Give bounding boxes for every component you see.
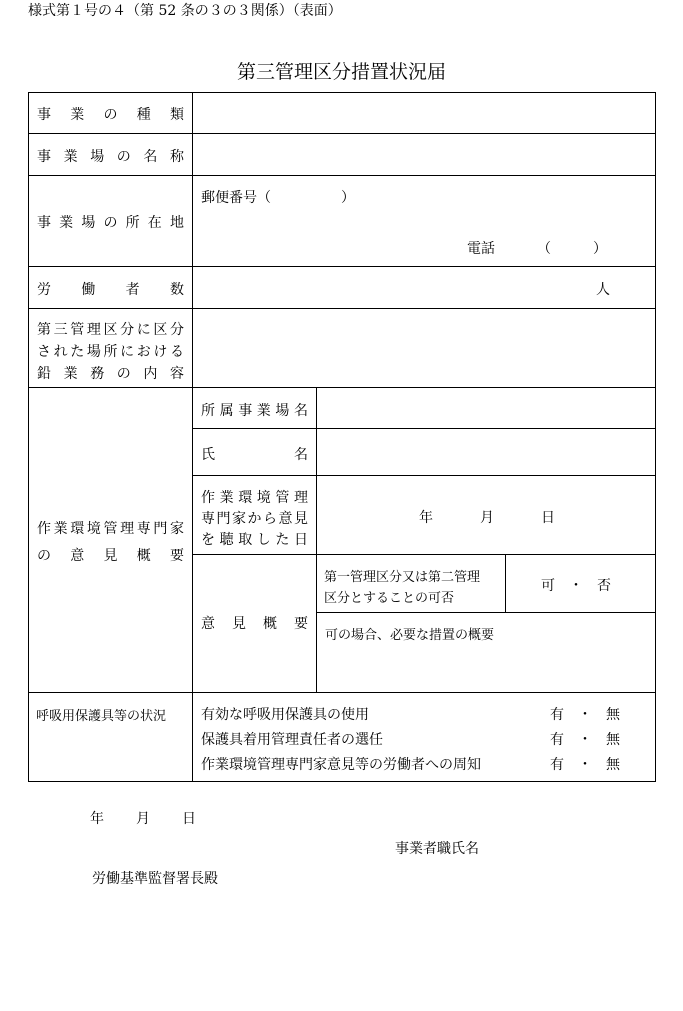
- workers-count-label: 労 働 者 数: [37, 282, 184, 298]
- workplace-address-label: 事 業 場 の 所 在 地: [37, 215, 184, 231]
- workplace-name-label: 事 業 場 の 名 称: [37, 149, 184, 165]
- yes-no-possible-choice[interactable]: 可 ・ 否: [541, 578, 611, 594]
- class-possible-label-line2: 区分とすることの可否: [324, 591, 455, 606]
- respirator-item-label: 有効な呼吸用保護具の使用: [201, 707, 369, 723]
- respirator-item-choice[interactable]: 有 ・ 無: [550, 732, 620, 748]
- phone-field[interactable]: （ ）: [537, 241, 607, 257]
- hearing-month[interactable]: 月: [480, 510, 494, 526]
- footer-month[interactable]: 月: [136, 811, 150, 827]
- page-title: 第三管理区分措置状況届: [236, 61, 446, 83]
- workplace-name-field[interactable]: [193, 134, 655, 175]
- footer-year[interactable]: 年: [90, 811, 104, 827]
- addressee: 労働基準監督署長殿: [92, 871, 218, 887]
- affiliation-label: 所 属 事 業 場 名: [201, 403, 308, 419]
- business-type-label: 事 業 の 種 類: [37, 107, 184, 123]
- hearing-year[interactable]: 年: [419, 510, 433, 526]
- lead-work-label-line3: 鉛 業 務 の 内 容: [37, 366, 184, 382]
- expert-opinion-label-line1: 作 業 環 境 管 理 専 門 家: [37, 521, 184, 537]
- lead-work-label-line2: さ れ た 場 所 に お け る: [37, 344, 184, 360]
- business-type-field[interactable]: [193, 93, 655, 133]
- expert-opinion-label-line2: の 意 見 概 要: [37, 548, 184, 564]
- expert-name-label: 氏 名: [201, 447, 308, 463]
- phone-label: 電話: [467, 241, 495, 257]
- hearing-date-label-line3: を 聴 取 し た 日: [201, 532, 308, 548]
- footer-day[interactable]: 日: [182, 811, 196, 827]
- employer-name-label: 事業者職氏名: [395, 841, 479, 857]
- workers-unit: 人: [596, 282, 610, 298]
- lead-work-label-line1: 第 三 管 理 区 分 に 区 分: [37, 322, 184, 338]
- form-reference: 様式第１号の４（第 52 条の３の３関係）（表面）: [28, 3, 342, 19]
- respirator-status-label: 呼吸用保護具等の状況: [36, 709, 167, 724]
- opinion-summary-label: 意 見 概 要: [201, 616, 308, 632]
- hearing-day[interactable]: 日: [541, 510, 555, 526]
- required-measures-label: 可の場合、必要な措置の概要: [325, 628, 495, 643]
- hearing-date-label-line2: 専 門 家 か ら 意 見: [201, 511, 308, 527]
- respirator-item-label: 保護具着用管理責任者の選任: [201, 732, 383, 748]
- postal-code-field[interactable]: 郵便番号（ ）: [201, 190, 355, 206]
- respirator-item-label: 作業環境管理専門家意見等の労働者への周知: [201, 757, 481, 773]
- respirator-item-choice[interactable]: 有 ・ 無: [550, 757, 620, 773]
- hearing-date-label-line1: 作 業 環 境 管 理: [201, 490, 308, 506]
- class-possible-label-line1: 第一管理区分又は第二管理: [324, 570, 481, 585]
- respirator-item-choice[interactable]: 有 ・ 無: [550, 707, 620, 723]
